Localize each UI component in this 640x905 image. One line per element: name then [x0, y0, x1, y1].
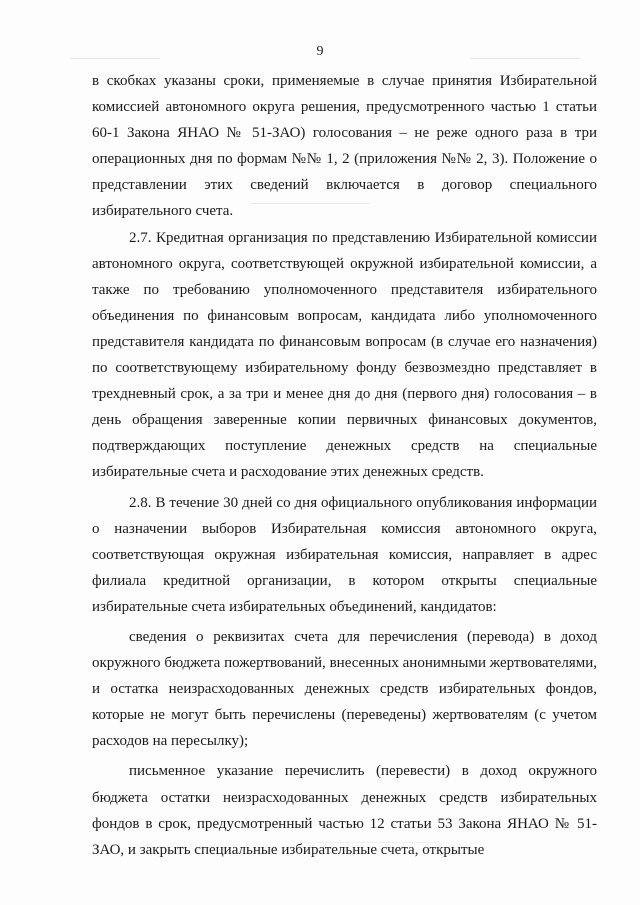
- paragraph-written-instruction: письменное указание перечислить (перевести) в доход окружного бюджета остатки неизрасходованных денежных средств избирательных фондов в срок, предусмотренный частью 12 статьи 53 Закона ЯНАО № 51-ЗАО, и закрыть специальные избирательные счета, открытые: [92, 763, 597, 858]
- paragraph-2-8: 2.8. В течение 30 дней со дня официального опубликования информации о назначении выборов Избирательная комиссия автономного округа, соответствующая окружная избирательная комиссия, направляет в адрес филиала кредитной организации, в котором открыты специальные избирательные счета избирательных объединений, кандидатов:: [92, 494, 597, 615]
- paragraph-continuation: в скобках указаны сроки, применяемые в случае принятия Избирательной комиссией автономного округа решения, предусмотренного частью 1 статьи 60-1 Закона ЯНАО № 51-ЗАО) голосования – не реже одного раза в три операционных дня по формам №№ 1, 2 (приложения №№ 2, 3). Положение о представлении этих сведений включается в договор специального избирательного счета.: [92, 73, 597, 220]
- paragraph-account-details: сведения о реквизитах счета для перечисления (перевода) в доход окружного бюджета пожертвований, внесенных анонимными жертвователями, и остатка неизрасходованных денежных средств избирательных фондов, которые не могут быть перечислены (переведены) жертвователям (с учетом расходов на пересылку);: [92, 628, 597, 750]
- paragraph-2-7: 2.7. Кредитная организация по представлению Избирательной комиссии автономного округа, соответствующей окружной избирательной комиссии, а также по требованию уполномоченного представителя избирательного объединения по финансовым вопросам, кандидата либо уполномоченного представителя кандидата по финансовым вопросам (в случае его назначения) по соответствующему избирательному фонду безвозмездно представляет в трехдневный срок, а за три и менее дня до дня (первого дня) голосования – в день обращения заверенные копии первичных финансовых документов, подтверждающих поступление денежных средств на специальные избирательные счета и расходование этих денежных средств.: [92, 229, 597, 481]
- page-number: 9: [316, 44, 324, 59]
- document-body: [92, 68, 597, 863]
